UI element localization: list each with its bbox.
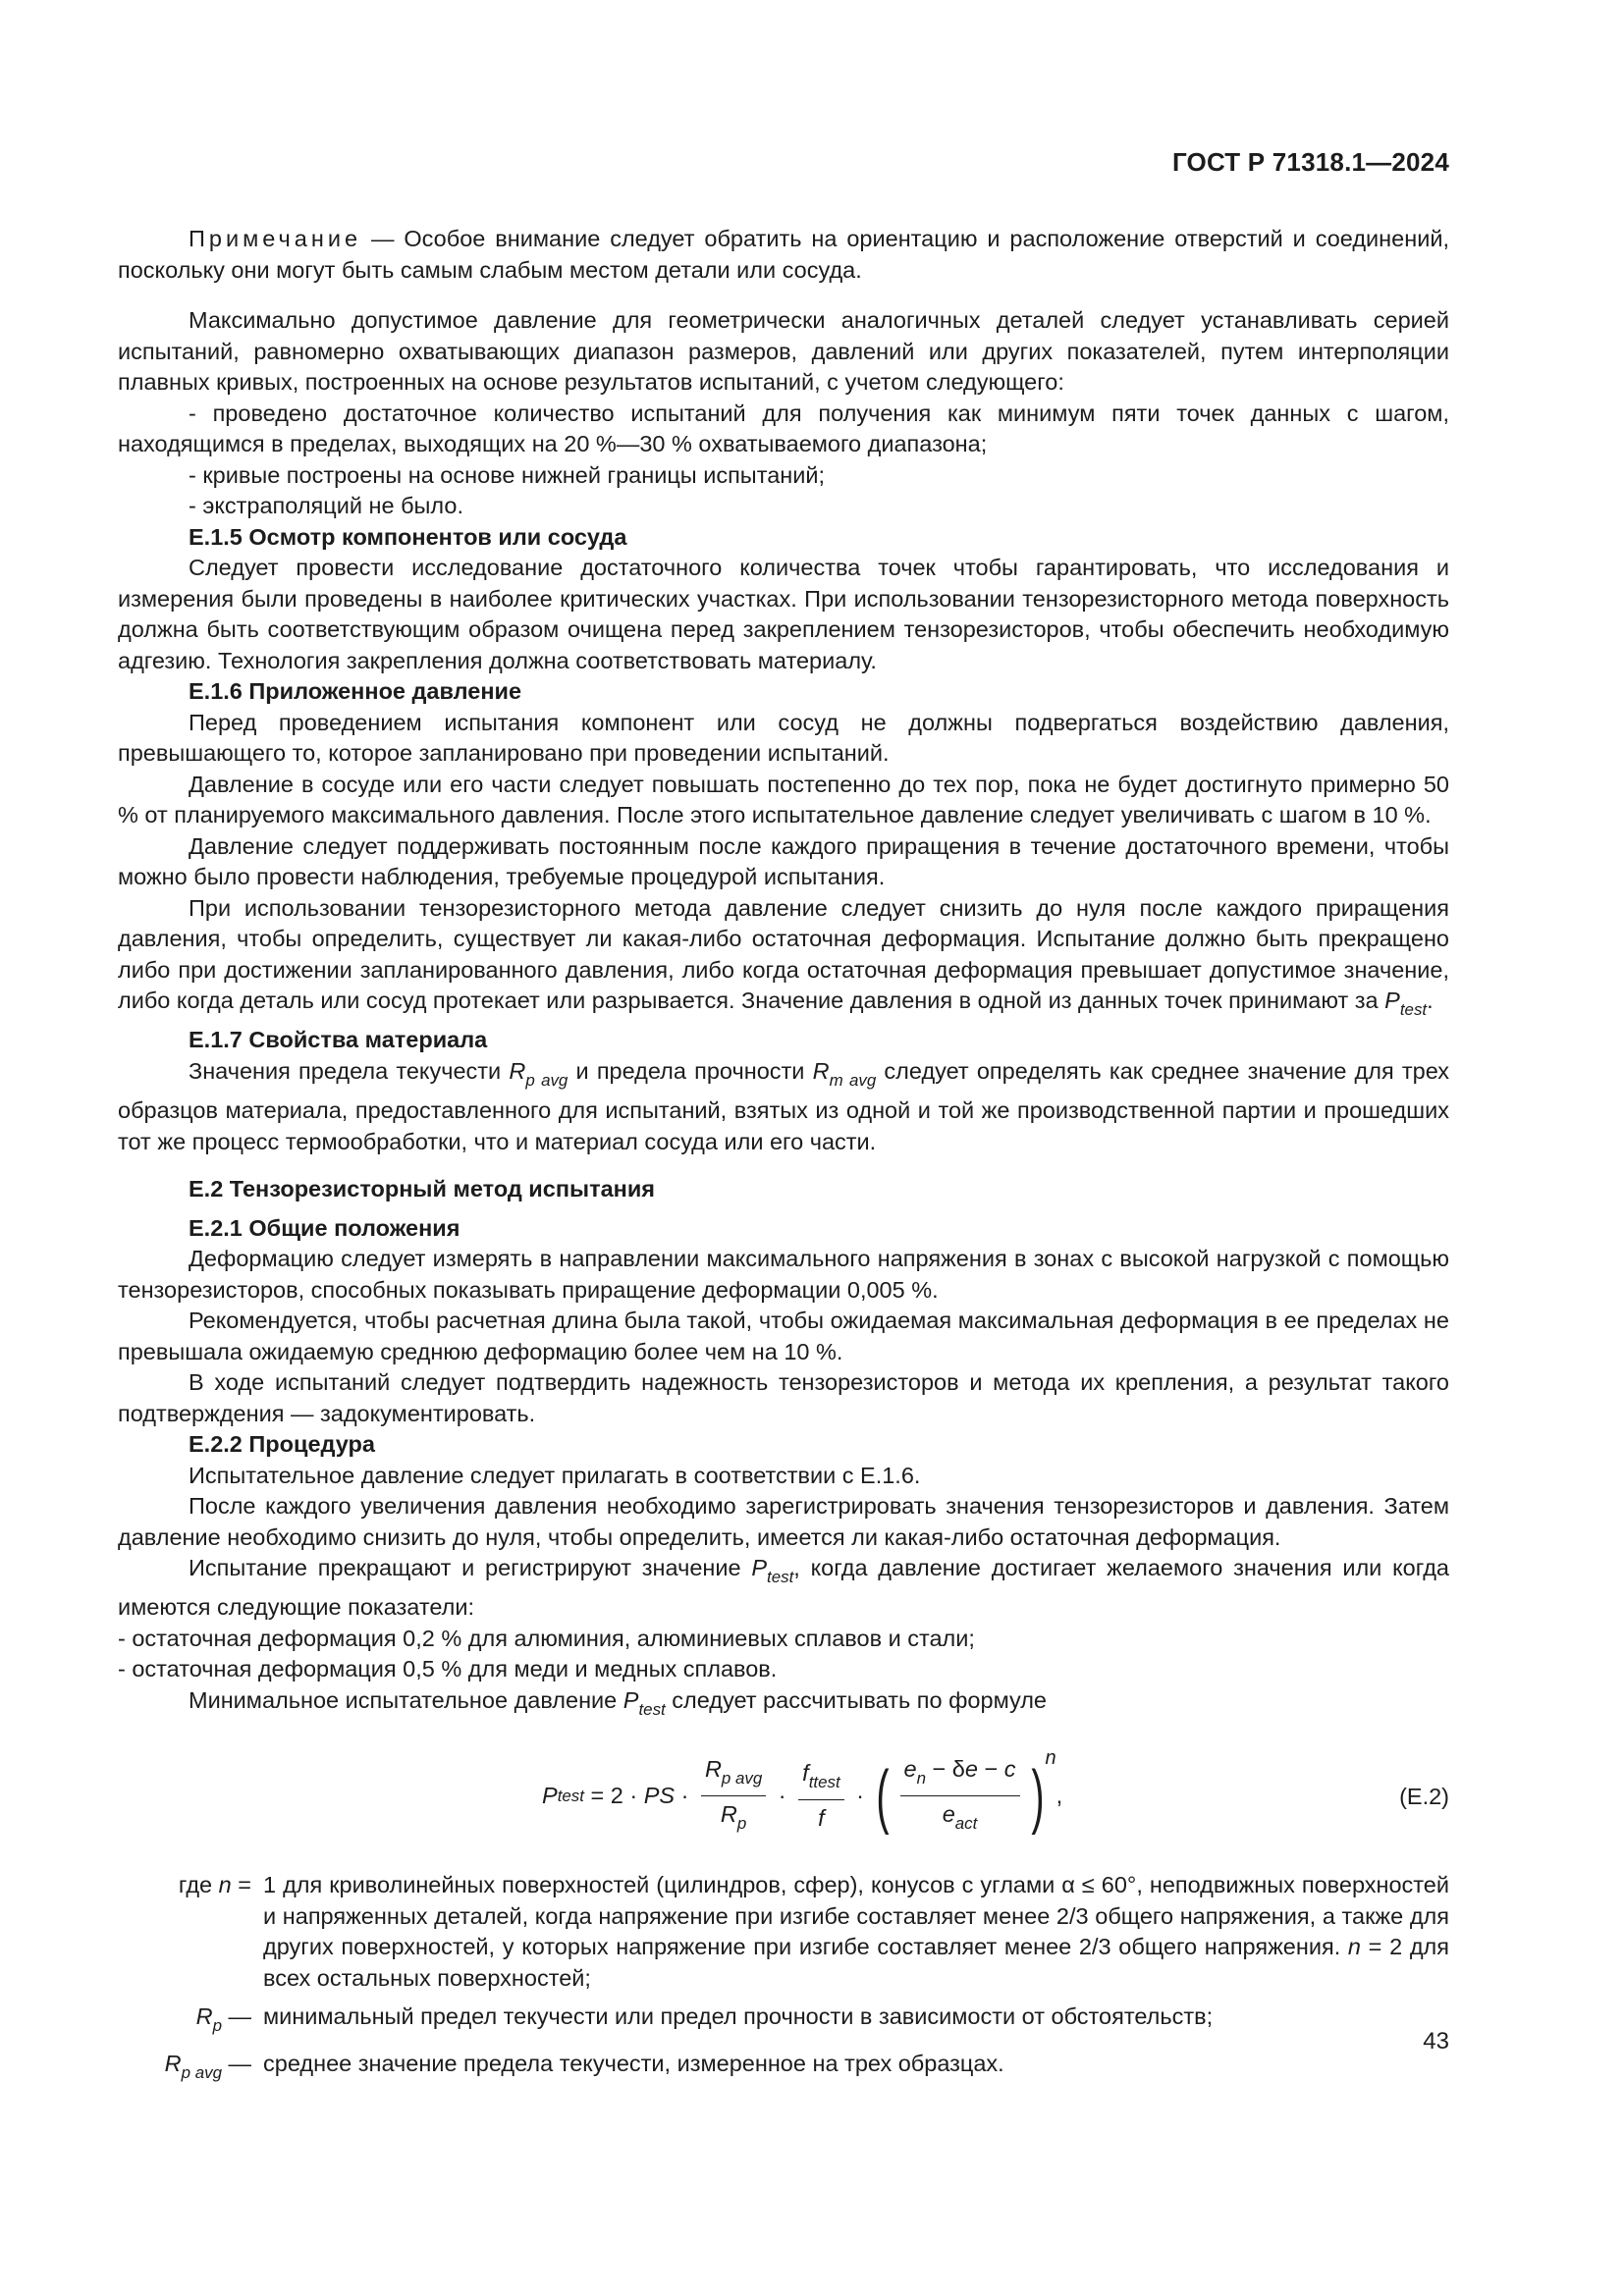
- fraction-subscript: ttest: [808, 1772, 840, 1791]
- formula-operator: ·: [772, 1783, 793, 1809]
- fraction-numerator: f: [802, 1760, 809, 1787]
- formula-lhs: P: [542, 1783, 558, 1809]
- definition-separator: =: [231, 1872, 251, 1898]
- paragraph-text: Значения предела текучести: [189, 1057, 510, 1084]
- definition-separator: —: [221, 2051, 251, 2077]
- paragraph-text: следует определять как среднее значение для трех образцов материала, предоставленного для испытаний, взятых из одной и той же производственной партии и прошедших тот же процесс термообработки, что и материал сосуда или его части.: [118, 1057, 1450, 1154]
- formula-e2: [542, 1738, 1062, 1854]
- definition-separator: —: [221, 2003, 251, 2030]
- paragraph-text: , когда давление достигает желаемого значения или когда имеются следующие показатели:: [118, 1555, 1450, 1621]
- paragraph: Перед проведением испытания компонент или сосуд не должны подвергаться воздействию давления, превышающего то, которое запланировано при проведении испытаний.: [118, 709, 1449, 766]
- symbol-r: R: [509, 1057, 526, 1084]
- note-text: — Особое внимание следует обратить на ориентацию и расположение отверстий и соединений, поскольку они могут быть самым слабым местом детали или сосуда.: [118, 226, 1449, 283]
- fraction-numerator: e: [903, 1755, 917, 1782]
- paragraph: Рекомендуется, чтобы расчетная длина была такой, чтобы ожидаемая максимальная деформация в ее пределах не превышала ожидаемую среднюю деформацию более чем на 10 %.: [118, 1308, 1449, 1364]
- formula-block: [118, 1738, 1449, 1854]
- paragraph: Давление следует поддерживать постоянным после каждого приращения в течение достаточного времени, чтобы можно было провести наблюдения, требуемые процедурой испытания.: [118, 832, 1449, 889]
- symbol-subscript: test: [1399, 999, 1428, 1019]
- definition-row: [118, 2049, 1449, 2088]
- fraction-denominator: f: [818, 1805, 825, 1832]
- left-paren: (: [875, 1757, 890, 1837]
- formula-ps: PS: [643, 1783, 676, 1809]
- paragraph: Давление в сосуде или его части следует повышать постепенно до тех пор, пока не будет достигнуто примерно 50 % от планируемого максимального давления. После этого испытательное давление следует увеличивать с шагом в 10 %.: [118, 771, 1449, 828]
- section-heading-e15: Е.1.5 Осмотр компонентов или сосуда: [189, 523, 627, 550]
- definition-row: [118, 1870, 1449, 1994]
- section-heading-e16: Е.1.6 Приложенное давление: [189, 678, 522, 704]
- note-label: Примечание: [189, 226, 362, 251]
- intro-list-item: - кривые построены на основе нижней границы испытаний;: [189, 461, 826, 488]
- symbol-p: P: [623, 1686, 639, 1713]
- definition-symbol: R: [164, 2051, 182, 2077]
- symbol-r: R: [812, 1057, 830, 1084]
- symbol-p: P: [751, 1555, 768, 1581]
- paragraph-text: и предела прочности: [568, 1057, 813, 1084]
- paragraph: Следует провести исследование достаточного количества точек чтобы гарантировать, что исследования и измерения были проведены в наиболее критических участках. При использовании тензорезисторного метода поверхность должна быть соответствующим образом очищена перед закреплением тензорезисторов, чтобы обеспечить необходимую адгезию. Технология закрепления должна соответствовать материалу.: [118, 555, 1449, 673]
- formula-lhs-subscript: test: [557, 1787, 584, 1806]
- right-paren: ): [1030, 1757, 1045, 1837]
- paragraph-text: Испытание прекращают и регистрируют значение: [189, 1555, 752, 1581]
- section-heading-e2: Е.2 Тензорезисторный метод испытания: [189, 1176, 656, 1202]
- fraction-subscript: p: [736, 1813, 747, 1833]
- fraction-f: [798, 1758, 843, 1835]
- paragraph-text: При использовании тензорезисторного метода давление следует снизить до нуля после каждого приращения давления, чтобы определить, существует ли какая-либо остаточная деформация. Испытание должно быть прекращено либо при достижении запланированного давления, либо когда остаточная деформация превышает допустимое значение, либо когда деталь или сосуд протекает или разрывается. Значение давления в одной из данных точек принимают за: [118, 894, 1449, 1013]
- fraction-denominator: R: [720, 1801, 737, 1828]
- definitions-list: [118, 1870, 1449, 2089]
- fraction-operator: −: [977, 1755, 1004, 1782]
- paragraph-text: .: [1427, 988, 1434, 1013]
- formula-operator: ·: [675, 1783, 695, 1809]
- definition-text: = 2 для всех остальных поверхностей;: [263, 1934, 1449, 1991]
- paragraph: Деформацию следует измерять в направлении максимального напряжения в зонах с высокой нагрузкой с помощью тензорезисторов, способных показывать приращение деформации 0,005 %.: [118, 1246, 1449, 1303]
- paragraph: После каждого увеличения давления необходимо зарегистрировать значения тензорезисторов и давления. Затем давление необходимо снизить до нуля, чтобы определить, имеется ли какая-либо остаточная деформация.: [118, 1493, 1449, 1550]
- definition-text: минимальный предел текучести или предел прочности в зависимости от обстоятельств;: [263, 2003, 1214, 2030]
- document-body: [118, 224, 1449, 2089]
- formula-tail: ,: [1056, 1783, 1063, 1809]
- fraction-numerator: c: [1003, 1755, 1016, 1782]
- note-paragraph: [118, 224, 1449, 286]
- paragraph: [118, 1056, 1449, 1157]
- fraction-operator: − δ: [926, 1755, 965, 1782]
- paragraph: [118, 1553, 1449, 1624]
- fraction-subscript: n: [916, 1768, 927, 1788]
- intro-paragraph: Максимально допустимое давление для геометрически аналогичных деталей следует устанавливать серией испытаний, равномерно охватывающих диапазон размеров, давлений или других показателей, путем интерполяции плавных кривых, построенных на основе результатов испытаний, с учетом следующего:: [118, 307, 1449, 395]
- symbol-subscript: test: [767, 1567, 794, 1586]
- definition-subscript: p avg: [181, 2063, 222, 2083]
- paragraph: Испытательное давление следует прилагать в соответствии с Е.1.6.: [189, 1462, 921, 1488]
- fraction-numerator: R: [704, 1755, 722, 1782]
- intro-list-item: - экстраполяций не было.: [189, 493, 464, 518]
- paragraph: [118, 1685, 1449, 1725]
- definition-subscript: p: [212, 2015, 222, 2035]
- definition-symbol: n: [218, 1872, 232, 1898]
- definition-symbol: R: [195, 2003, 213, 2030]
- section-heading-e21: Е.2.1 Общие положения: [189, 1214, 460, 1241]
- list-item: - остаточная деформация 0,5 % для меди и медных сплавов.: [118, 1656, 778, 1682]
- definition-row: [118, 2002, 1449, 2041]
- intro-list-item: - проведено достаточное количество испытаний для получения как минимум пяти точек данных с шагом, находящимся в пределах, выходящих на 20 %—30 % охватываемого диапазона;: [118, 400, 1449, 456]
- paragraph-text: следует рассчитывать по формуле: [665, 1686, 1048, 1713]
- fraction-denominator: e: [942, 1801, 955, 1828]
- fraction-subscript: p avg: [721, 1768, 763, 1788]
- formula-operator: ·: [849, 1783, 871, 1809]
- definition-text: 1 для криволинейных поверхностей (цилиндров, сфер), конусов с углами α ≤ 60°, неподвижных поверхностей и напряженных деталей, когда напряжение при изгибе составляет менее 2/3 общего напряжения, а также для других поверхностей, у которых напряжение при изгибе составляет менее 2/3 общего напряжения.: [263, 1872, 1449, 1960]
- page-number: 43: [1423, 2028, 1449, 2055]
- fraction-r: [701, 1754, 766, 1840]
- definition-text: среднее значение предела текучести, измеренное на трех образцах.: [263, 2051, 1004, 2077]
- paragraph: [118, 893, 1449, 1026]
- section-heading-e22: Е.2.2 Процедура: [189, 1431, 375, 1458]
- definition-symbol: n: [1347, 1934, 1361, 1960]
- definition-prefix: где: [178, 1872, 219, 1898]
- document-code: ГОСТ Р 71318.1—2024: [1171, 147, 1449, 177]
- fraction-numerator: e: [964, 1755, 978, 1782]
- section-heading-e17: Е.1.7 Свойства материала: [189, 1027, 488, 1053]
- symbol-subscript: test: [638, 1699, 666, 1719]
- paragraph-text: Минимальное испытательное давление: [189, 1686, 623, 1713]
- symbol-subscript: m avg: [829, 1070, 877, 1090]
- fraction-subscript: act: [954, 1813, 978, 1833]
- symbol-p: P: [1384, 988, 1400, 1013]
- formula-operator: = 2 ·: [583, 1783, 644, 1809]
- formula-number: (Е.2): [1399, 1784, 1449, 1810]
- symbol-subscript: p avg: [525, 1070, 568, 1090]
- formula-exponent: n: [1045, 1747, 1056, 1770]
- paragraph: В ходе испытаний следует подтвердить надежность тензорезисторов и метода их крепления, а результат такого подтверждения — задокументировать.: [118, 1369, 1449, 1426]
- list-item: - остаточная деформация 0,2 % для алюминия, алюминиевых сплавов и стали;: [118, 1625, 975, 1651]
- fraction-e: [900, 1754, 1020, 1840]
